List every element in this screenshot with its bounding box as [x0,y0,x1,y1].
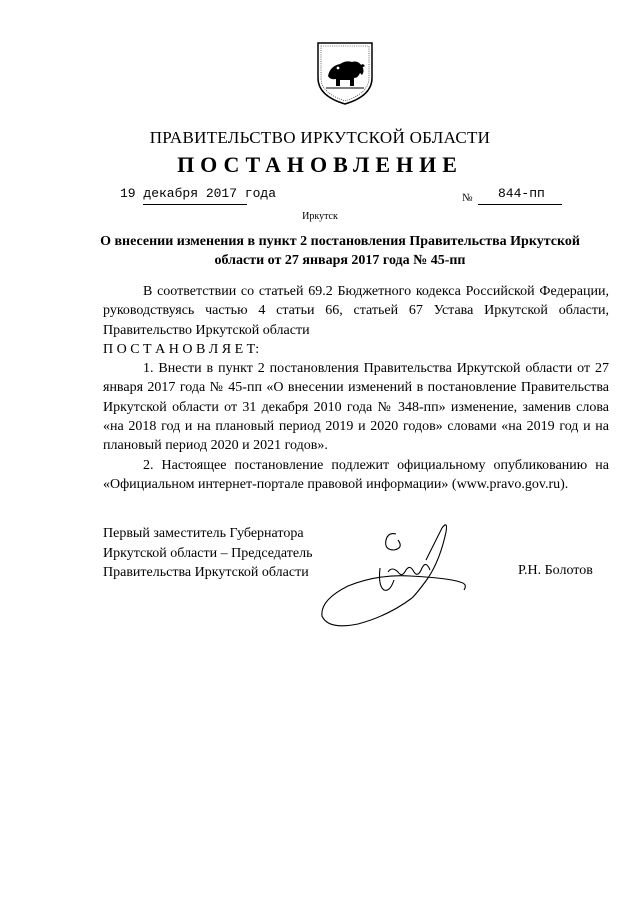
document-date: 19 декабря 2017 года [120,186,277,201]
document-body [103,282,609,494]
city: Иркутск [302,211,338,222]
signatory-position [103,524,312,583]
item-2-paragraph: 2. Настоящее постановление подлежит официальному опубликованию на «Официальном интернет-портале правовой информации» (www.pravo.gov.ru). [103,457,609,492]
position-line-2: Иркутской области – Председатель [103,545,313,561]
number-underline [478,204,562,205]
decree-word: П О С Т А Н О В Л Я Е Т: [103,341,260,357]
item-1-paragraph: 1. Внести в пункт 2 постановления Правительства Иркутской области от 27 января 2017 года № 45-пп «О внесении изменений в постановление Правительства Иркутской области от 31 декабря 2010 года № 348-пп» изменение, заменив слова «на 2018 год и на плановый период 2019 и 2020 годов» словами «на 2019 год и на плановый период 2020 и 2021 годов». [103,361,609,454]
position-line-1: Первый заместитель Губернатора [103,526,304,541]
date-underline [143,204,247,205]
document-number: 844-пп [498,186,545,201]
position-line-3: Правительства Иркутской области [103,565,309,580]
document-type: ПОСТАНОВЛЕНИЕ [177,152,463,177]
document-title: О внесении изменения в пункт 2 постановления Правительства Иркутской области от 27 января 2017 года № 45-пп [100,234,580,268]
preamble-paragraph: В соответствии со статьей 69.2 Бюджетного кодекса Российской Федерации, руководствуясь частью 4 статьи 66, статьей 67 Устава Иркутской области, Правительство Иркутской области [103,284,609,338]
handwritten-signature [318,520,498,630]
signatory-name: Р.Н. Болотов [518,563,593,578]
government-name: ПРАВИТЕЛЬСТВО ИРКУТСКОЙ ОБЛАСТИ [149,128,491,147]
coat-of-arms [316,40,374,106]
number-sign: № [462,192,473,204]
